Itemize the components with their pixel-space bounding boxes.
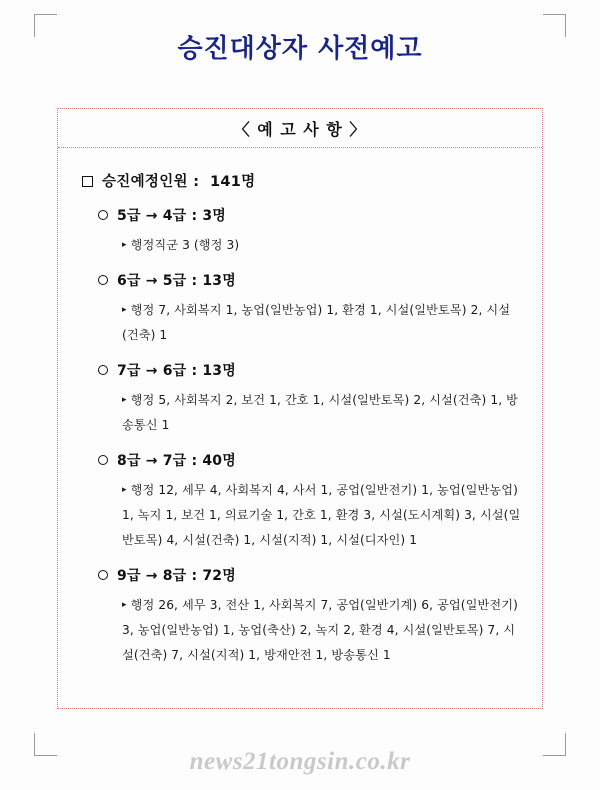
- notice-box-header: [58, 109, 542, 148]
- watermark: news21tongsin.co.kr: [189, 748, 411, 775]
- promotion-group-head-label: 9급 → 8급 : 72명: [117, 568, 236, 585]
- promotion-group-head-label: 6급 → 5급 : 13명: [117, 273, 236, 290]
- section-header: [58, 117, 542, 140]
- promotion-group: [76, 360, 524, 438]
- promotion-group-detail-text: 행정 5, 사회복지 2, 보건 1, 간호 1, 시설(일반토목) 2, 시설(건축) 1, 방송통신 1: [122, 393, 519, 433]
- promotion-group-detail: [122, 593, 522, 668]
- promotion-group: [76, 450, 524, 553]
- circle-bullet-icon: [98, 210, 108, 220]
- notice-box: [57, 108, 543, 709]
- promotion-group-head-label: 7급 → 6급 : 13명: [117, 363, 236, 380]
- total-value: 141명: [210, 174, 256, 190]
- circle-bullet-icon: [98, 570, 108, 580]
- promotion-group-detail: [122, 478, 522, 553]
- promotion-group-detail-text: 행정 12, 세무 4, 사회복지 4, 사서 1, 공업(일반전기) 1, 농업(일반농업) 1, 녹지 1, 보건 1, 의료기술 1, 간호 1, 환경 3, 시설(도시계획) 3, 시설(일반토목) 4, 시설(건축) 1, 시설(지적) 1, 시설(디자인) 1: [122, 483, 521, 548]
- triangle-bullet-icon: ▸: [122, 600, 127, 611]
- promotion-group: [76, 565, 524, 668]
- section-header-label: 〈 예 고 사 항 〉: [222, 117, 379, 140]
- total-label: 승진예정인원 :: [102, 174, 200, 190]
- promotion-group-detail: [122, 233, 522, 258]
- promotion-group-head-label: 8급 → 7급 : 40명: [117, 453, 236, 470]
- promotion-group: [76, 270, 524, 348]
- page-title: 승진대상자 사전예고: [177, 34, 423, 64]
- triangle-bullet-icon: ▸: [122, 395, 127, 406]
- circle-bullet-icon: [98, 455, 108, 465]
- promotion-group-detail: [122, 298, 522, 348]
- total-promotions-line: [82, 170, 524, 191]
- notice-box-body: [58, 148, 542, 708]
- promotion-group: [76, 205, 524, 258]
- triangle-bullet-icon: ▸: [122, 305, 127, 316]
- promotion-group-head: [98, 360, 524, 380]
- promotion-group-head: [98, 450, 524, 470]
- triangle-bullet-icon: ▸: [122, 240, 127, 250]
- triangle-bullet-icon: ▸: [122, 485, 127, 496]
- promotion-group-head: [98, 565, 524, 585]
- promotion-group-detail: [122, 388, 522, 438]
- circle-bullet-icon: [98, 365, 108, 375]
- promotion-group-head: [98, 205, 524, 225]
- promotion-group-detail-text: 행정직군 3 (행정 3): [130, 238, 240, 252]
- promotion-group-head-label: 5급 → 4급 : 3명: [117, 208, 227, 224]
- promotion-group-detail-text: 행정 26, 세무 3, 전산 1, 사회복지 7, 공업(일반기계) 6, 공업(일반전기) 3, 농업(일반농업) 1, 농업(축산) 2, 녹지 2, 환경 4, 시설(일반토목) 7, 시설(건축) 7, 시설(지적) 1, 방재안전 1, 방송통신 1: [122, 598, 518, 663]
- square-bullet-icon: [82, 176, 93, 187]
- promotion-group-detail-text: 행정 7, 사회복지 1, 농업(일반농업) 1, 환경 1, 시설(일반토목) 2, 시설(건축) 1: [122, 303, 511, 343]
- promotion-group-head: [98, 270, 524, 290]
- circle-bullet-icon: [98, 275, 108, 285]
